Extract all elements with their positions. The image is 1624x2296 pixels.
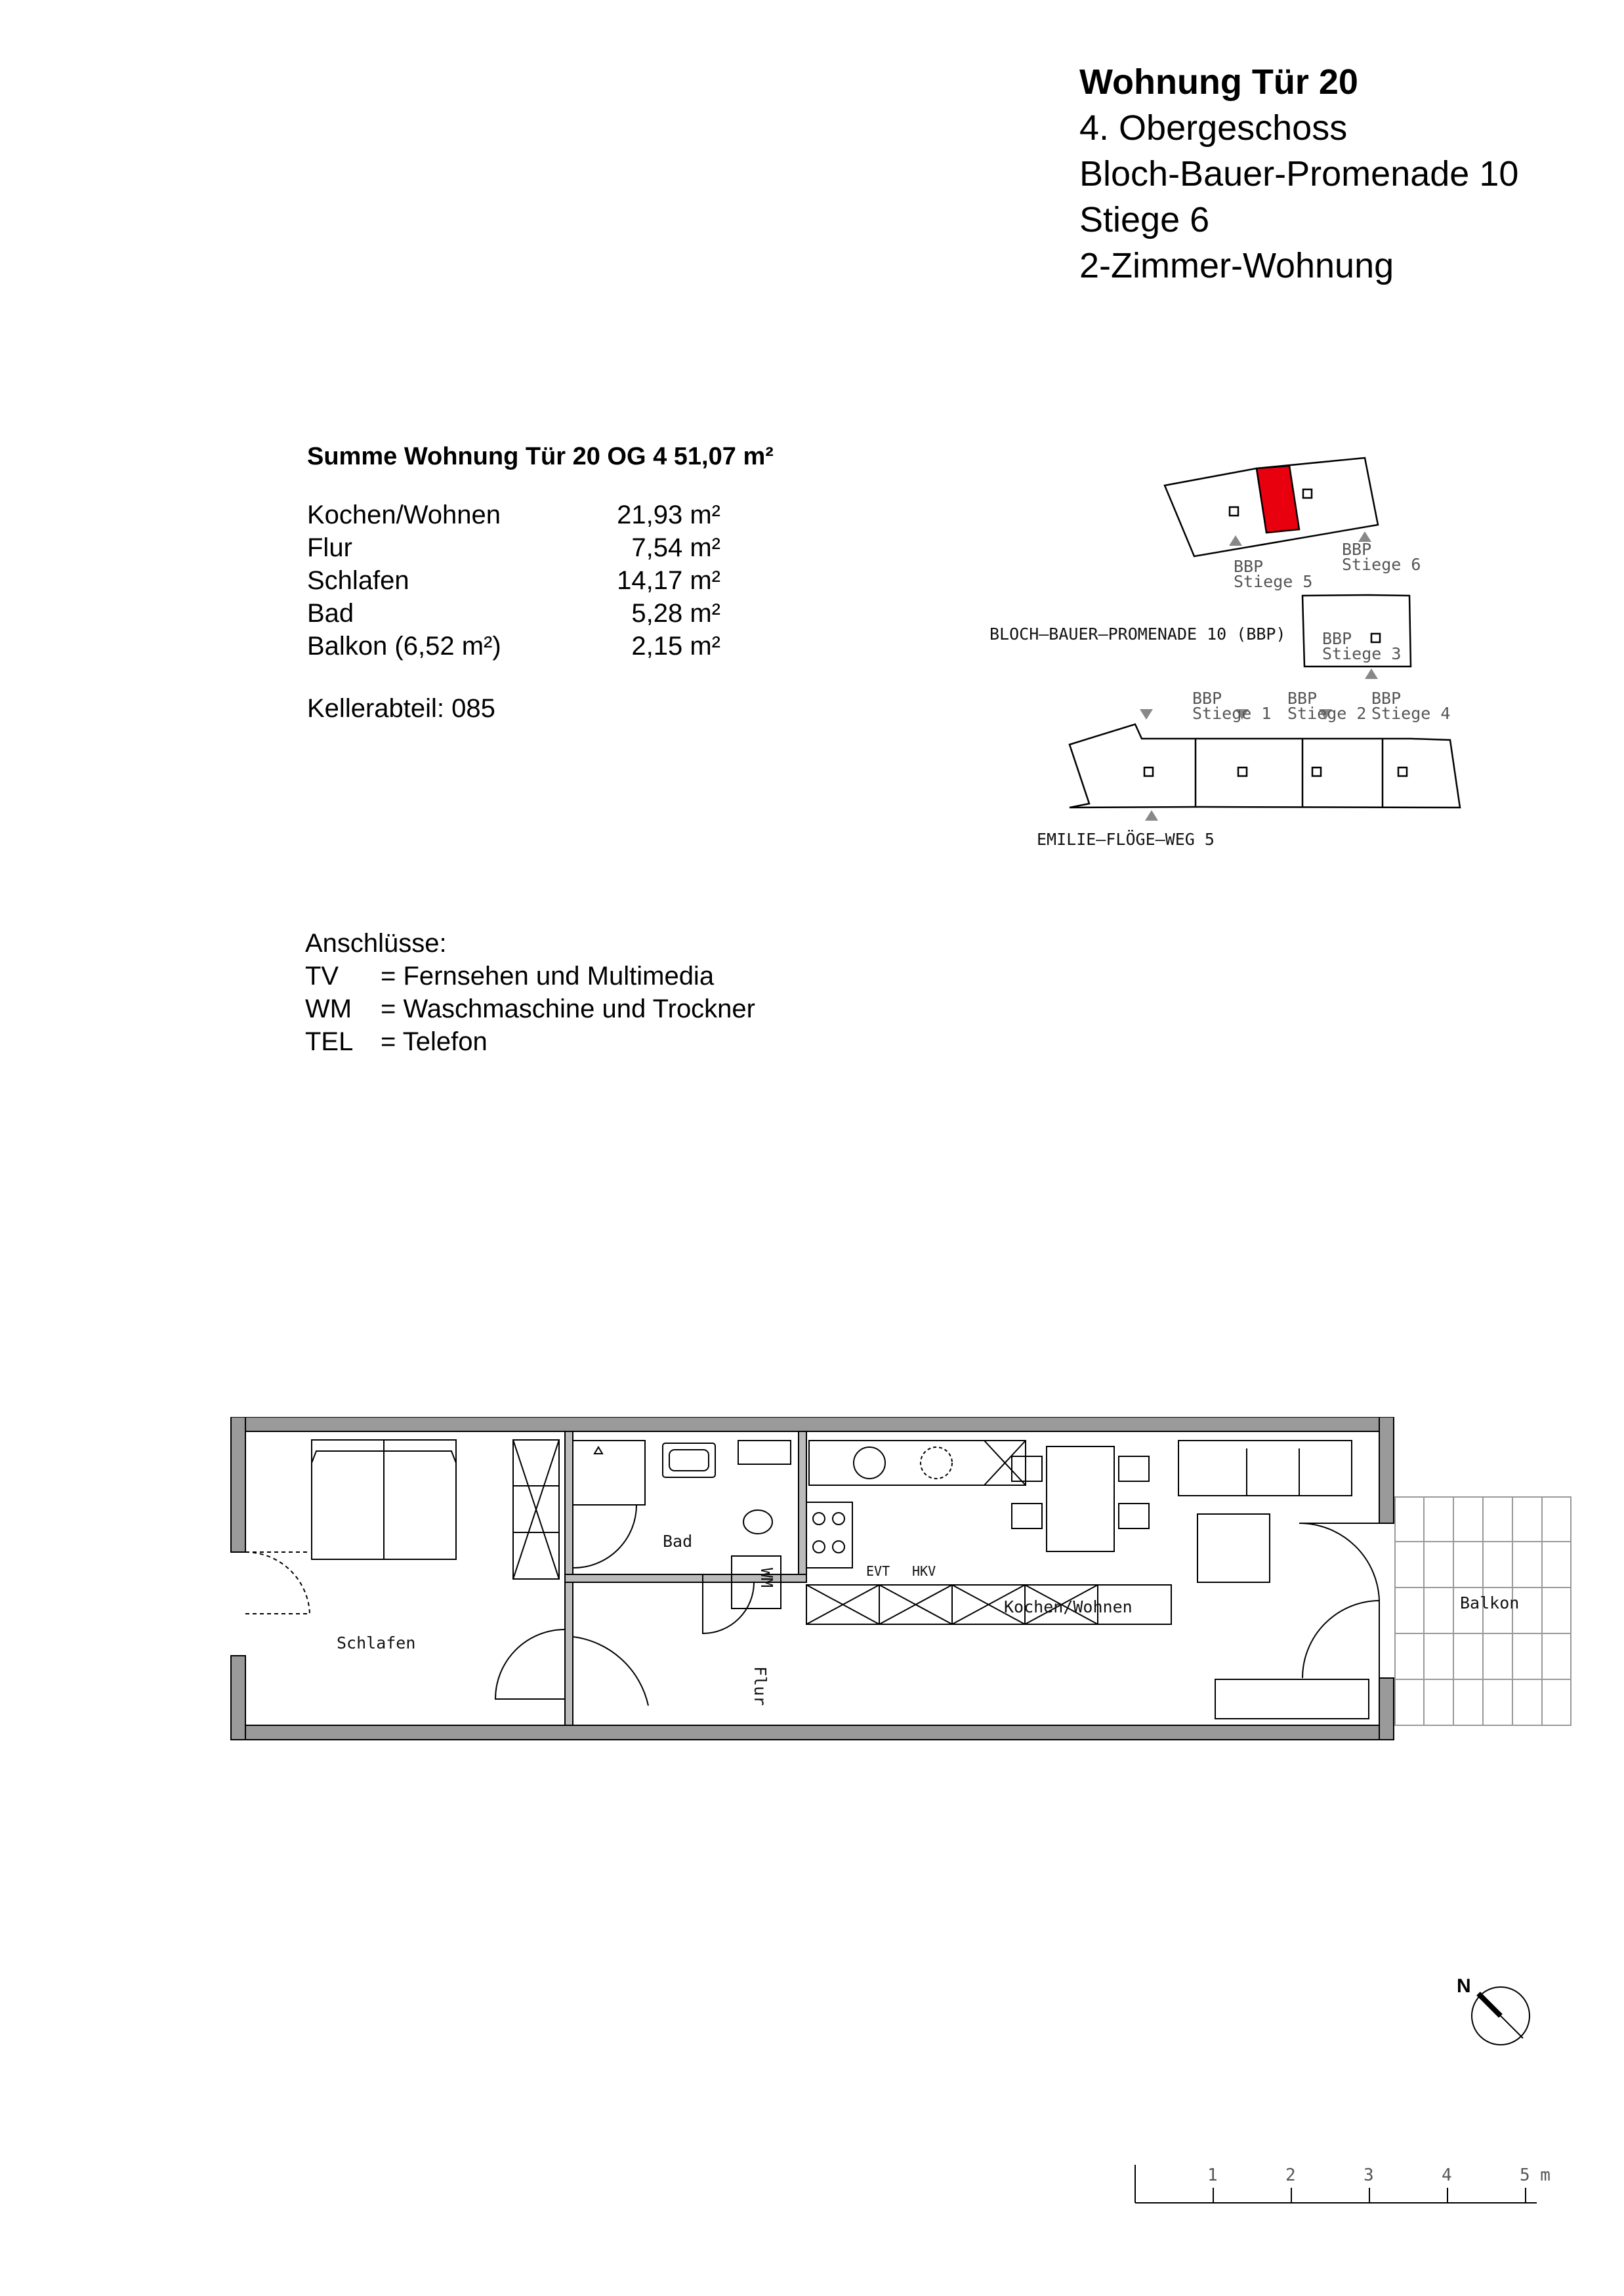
- stiege-5-label: Stiege 5: [1234, 572, 1313, 591]
- wall-west: [231, 1656, 245, 1740]
- door-swing: [573, 1505, 636, 1568]
- door-swing: [495, 1630, 565, 1699]
- bbp-label: BBP: [1192, 689, 1222, 708]
- hkv-label: HKV: [912, 1563, 936, 1579]
- window-swing: [245, 1552, 310, 1614]
- apartment-header: [1079, 59, 1604, 289]
- scale-tick-label: 5 m: [1520, 2165, 1551, 2185]
- stove: [806, 1502, 852, 1568]
- sofa: [1178, 1441, 1352, 1496]
- area-summary: [307, 443, 898, 724]
- room-label-bad: Bad: [663, 1532, 693, 1551]
- connection-code: WM: [305, 994, 352, 1023]
- room-area: 2,15 m²: [631, 632, 720, 661]
- connection-code: TV: [305, 962, 339, 991]
- bbp-label: BBP: [1234, 557, 1264, 576]
- room-row: [307, 630, 898, 663]
- stair-marker: [1371, 634, 1380, 642]
- compass-icon: [1440, 1958, 1539, 2057]
- balcony-door-swing: [1299, 1523, 1379, 1601]
- street-label-bbp: BLOCH–BAUER–PROMENADE 10 (BBP): [989, 625, 1286, 644]
- bbp-label: BBP: [1371, 689, 1402, 708]
- room-label-balkon: Balkon: [1460, 1593, 1520, 1612]
- wall-north: [231, 1417, 1394, 1431]
- entrance-arrow-icon: [1145, 810, 1158, 821]
- entrance-arrow-icon: [1365, 668, 1378, 679]
- shower: [573, 1441, 645, 1505]
- storage-label: Kellerabteil: 085: [307, 694, 495, 723]
- wall-west: [231, 1417, 245, 1552]
- room-area: 21,93 m²: [617, 501, 720, 529]
- connections-legend: [305, 927, 896, 1058]
- scale-tick-label: 1: [1207, 2165, 1218, 2185]
- room-name: Bad: [307, 599, 354, 628]
- floor-plan: [210, 1417, 1608, 1758]
- wall-east: [1379, 1678, 1394, 1740]
- wall-south: [231, 1725, 1394, 1740]
- connection-desc: = Fernsehen und Multimedia: [381, 962, 715, 991]
- stiege-6-label: Stiege 6: [1342, 555, 1421, 574]
- sink: [663, 1443, 715, 1477]
- bbp-label: BBP: [1287, 689, 1318, 708]
- room-name: Kochen/Wohnen: [307, 501, 501, 529]
- staircase-label: Stiege 6: [1079, 200, 1210, 239]
- scale-tick-label: 2: [1285, 2165, 1296, 2185]
- dining-table: [1047, 1446, 1114, 1551]
- toilet: [743, 1510, 772, 1534]
- kitchen-counter: [809, 1441, 1026, 1485]
- apartment-type: 2-Zimmer-Wohnung: [1079, 246, 1394, 285]
- room-list: [307, 499, 898, 663]
- connection-desc: = Waschmaschine und Trockner: [381, 994, 755, 1023]
- connection-row: [305, 993, 896, 1025]
- north-label: N: [1457, 1975, 1471, 1997]
- entrance-arrow-icon: [1140, 709, 1153, 720]
- balcony-door-swing: [1302, 1601, 1379, 1678]
- wall-bath-east: [799, 1431, 806, 1582]
- wall-bath-south: [565, 1574, 703, 1582]
- room-area: 7,54 m²: [631, 533, 720, 562]
- stiege-1-label: Stiege 1: [1192, 704, 1272, 723]
- room-row: [307, 597, 898, 630]
- connection-desc: = Telefon: [381, 1027, 488, 1056]
- stair-marker: [1230, 507, 1238, 516]
- connection-row: [305, 1025, 896, 1058]
- connection-code: TEL: [305, 1027, 354, 1056]
- connection-row: [305, 960, 896, 993]
- building-bottom: [1070, 724, 1460, 808]
- wall-bath-corner: [703, 1574, 806, 1582]
- room-area: 14,17 m²: [617, 566, 720, 595]
- floor-label: 4. Obergeschoss: [1079, 108, 1348, 148]
- connections-heading: Anschlüsse:: [305, 929, 447, 958]
- bbp-label: BBP: [1342, 540, 1372, 559]
- room-row: [307, 531, 898, 564]
- wall-east: [1379, 1417, 1394, 1523]
- scale-tick-label: 3: [1364, 2165, 1374, 2185]
- room-row: [307, 564, 898, 597]
- stair-marker: [1144, 768, 1153, 776]
- address-label: Bloch-Bauer-Promenade 10: [1079, 154, 1519, 194]
- room-label-kochen: Kochen/Wohnen: [1004, 1597, 1133, 1616]
- room-label-flur: Flur: [751, 1666, 770, 1706]
- stair-marker: [1398, 768, 1407, 776]
- scale-bar: [1115, 2125, 1575, 2211]
- room-name: Balkon (6,52 m²): [307, 632, 501, 661]
- scale-tick-label: 4: [1442, 2165, 1452, 2185]
- entrance-arrow-icon: [1229, 535, 1242, 546]
- stair-marker: [1303, 489, 1312, 498]
- apartment-title: Wohnung Tür 20: [1079, 62, 1358, 102]
- stiege-2-label: Stiege 2: [1287, 704, 1367, 723]
- apartment-highlight: [1257, 466, 1299, 533]
- door-swing: [573, 1637, 648, 1725]
- room-row: [307, 499, 898, 531]
- wm-label: WM: [757, 1568, 776, 1588]
- room-name: Schlafen: [307, 566, 409, 595]
- room-label-schlafen: Schlafen: [337, 1633, 416, 1652]
- room-area: 5,28 m²: [631, 599, 720, 628]
- stair-marker: [1238, 768, 1247, 776]
- bbp-label: BBP: [1322, 629, 1352, 648]
- armchair: [1197, 1514, 1270, 1582]
- evt-label: EVT: [866, 1563, 890, 1579]
- sideboard: [1215, 1679, 1369, 1719]
- stiege-4-label: Stiege 4: [1371, 704, 1451, 723]
- room-name: Flur: [307, 533, 352, 562]
- street-label-efw: EMILIE–FLÖGE–WEG 5: [1037, 830, 1215, 849]
- stiege-3-label: Stiege 3: [1322, 644, 1402, 663]
- stair-marker: [1312, 768, 1321, 776]
- toilet-cistern: [738, 1441, 791, 1464]
- site-plan: [978, 440, 1503, 859]
- total-area: Summe Wohnung Tür 20 OG 4 51,07 m²: [307, 443, 774, 470]
